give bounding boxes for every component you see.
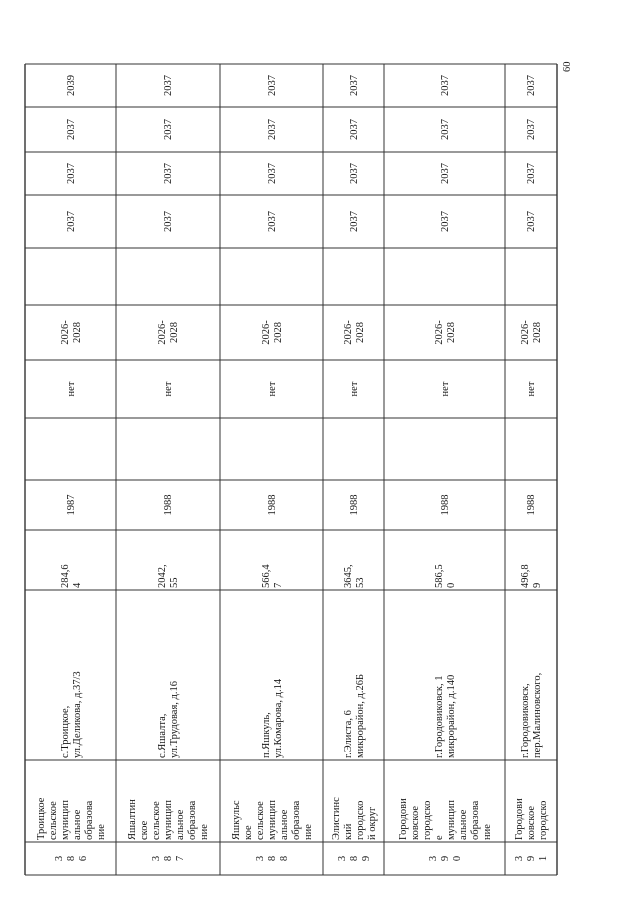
cell-address: г.Элиста, 6 микрорайон, д.26Б <box>342 673 366 758</box>
cell-d3: 2037 <box>439 119 451 140</box>
cell-period: 2026- 2028 <box>433 320 457 345</box>
cell-area: 566,4 7 <box>260 564 284 588</box>
cell-availability: нет <box>439 381 451 397</box>
cell-d2: 2037 <box>65 163 77 184</box>
cell-year-built: 1988 <box>439 494 451 516</box>
cell-area: 284,6 4 <box>59 564 83 588</box>
cell-address: с.Яшалта, ул.Трудовая, д.16 <box>157 681 180 758</box>
cell-d3: 2037 <box>266 119 278 140</box>
cell-municipality: Городови ковское городско <box>514 798 549 840</box>
cell-municipality: Яшалтин ское сельское муницип альное образова ние <box>127 799 210 840</box>
cell-d3: 2037 <box>163 119 174 140</box>
cell-num: 3 9 0 <box>427 855 463 862</box>
cell-address: г.Городовиковск, 1 микрорайон, д.140 <box>433 674 457 758</box>
cell-municipality: Яшкульс кое сельское муницип альное образова ние <box>230 800 314 840</box>
cell-municipality: Элистинс кий городско й округ <box>330 797 378 840</box>
cell-d2: 2037 <box>163 163 174 184</box>
cell-d4: 2037 <box>348 75 360 96</box>
cell-availability: нет <box>348 381 360 397</box>
cell-d4: 2037 <box>439 75 451 96</box>
cell-d1: 2037 <box>65 211 77 232</box>
cell-d1: 2037 <box>266 211 278 232</box>
cell-year-built: 1988 <box>348 494 360 516</box>
cell-availability: нет <box>163 381 174 397</box>
cell-period: 2026- 2028 <box>520 320 543 345</box>
cell-area: 3645, 53 <box>342 564 366 588</box>
cell-d4: 2037 <box>163 75 174 96</box>
cell-availability: нет <box>65 381 77 397</box>
cell-d3: 2037 <box>348 119 360 140</box>
cell-d2: 2037 <box>526 163 537 184</box>
cell-d4: 2037 <box>266 75 278 96</box>
cell-address: п.Яшкуль, ул.Комарова, д.14 <box>260 678 284 758</box>
cell-d1: 2037 <box>348 211 360 232</box>
cell-num: 3 8 9 <box>336 855 372 862</box>
cell-availability: нет <box>526 381 537 397</box>
cell-address: с.Троицкое, ул.Деликова, д.37/3 <box>59 671 83 758</box>
cell-d2: 2037 <box>348 163 360 184</box>
cell-area: 586,5 0 <box>433 564 457 588</box>
cell-d5: 2039 <box>65 75 77 96</box>
cell-num: 3 8 6 <box>53 855 89 862</box>
cell-d3: 2037 <box>526 119 537 140</box>
cell-year-built: 1987 <box>65 494 77 516</box>
cell-d1: 2037 <box>163 211 174 232</box>
cell-municipality: Троицкое сельское муницип альное образова ние <box>35 797 107 840</box>
cell-num: 3 9 1 <box>514 855 549 862</box>
cell-period: 2026- 2028 <box>59 320 83 345</box>
cell-address: г.Городовиковск, пер.Малиновского, <box>520 672 543 758</box>
cell-d4: 2037 <box>526 75 537 96</box>
cell-num: 3 8 8 <box>254 855 290 862</box>
cell-year-built: 1988 <box>163 494 174 516</box>
cell-d2: 2037 <box>439 163 451 184</box>
page-number: 60 <box>562 61 573 72</box>
cell-d3: 2037 <box>65 119 77 140</box>
cell-area: 2042, 55 <box>157 564 180 588</box>
cell-period: 2026- 2028 <box>260 320 284 345</box>
cell-d1: 2037 <box>439 211 451 232</box>
cell-d2: 2037 <box>266 163 278 184</box>
cell-municipality: Городови ковское городско е муницип альное образова ние <box>397 798 493 840</box>
cell-year-built: 1988 <box>526 494 537 516</box>
cell-area: 496,8 9 <box>520 564 543 588</box>
cell-period: 2026- 2028 <box>157 320 180 345</box>
cell-d1: 2037 <box>526 211 537 232</box>
cell-year-built: 1988 <box>266 494 278 516</box>
cell-period: 2026- 2028 <box>342 320 366 345</box>
cell-num: 3 8 7 <box>151 855 186 862</box>
cell-availability: нет <box>266 381 278 397</box>
